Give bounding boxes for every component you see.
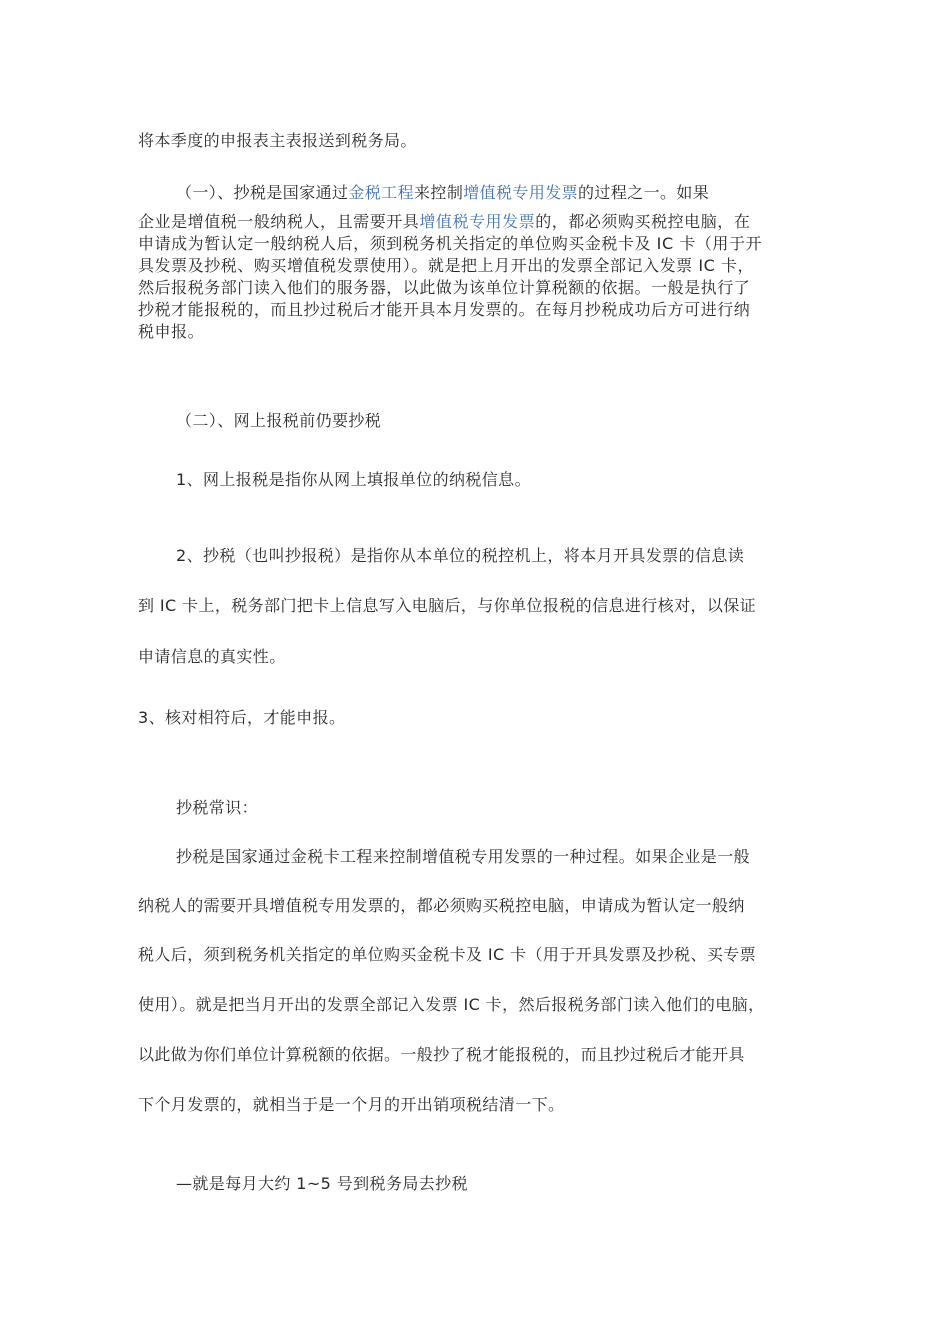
text: 的，都必须购买税控电脑，在 (535, 212, 751, 231)
link-vat-special-invoice-2[interactable]: 增值税专用发票 (419, 212, 536, 231)
common-line-5: 以此做为你们单位计算税额的依据。一般抄了税才能报税的，而且抄过税后才能开具 (138, 1045, 745, 1064)
common-line-4: 使用）。就是把当月开出的发票全部记入发票 IC 卡，然后报税务部门读入他们的电脑， (138, 995, 765, 1014)
text: （一）、抄税是国家通过 (176, 183, 349, 202)
item-2-line-3: 申请信息的真实性。 (138, 647, 286, 666)
link-vat-special-invoice[interactable]: 增值税专用发票 (463, 183, 579, 202)
paragraph-1-line-4: 具发票及抄税、购买增值税发票使用）。就是把上月开出的发票全部记入发票 IC 卡， (138, 256, 755, 275)
item-2-line-2: 到 IC 卡上，税务部门把卡上信息写入电脑后，与你单位报税的信息进行核对，以保证 (138, 596, 757, 615)
common-line-1: 抄税是国家通过金税卡工程来控制增值税专用发票的一种过程。如果企业是一般 (176, 847, 751, 866)
common-line-3: 税人后，须到税务机关指定的单位购买金税卡及 IC 卡（用于开具发票及抄税、买专票 (138, 945, 757, 964)
text: 企业是增值税一般纳税人，且需要开具 (138, 212, 420, 231)
text: 的过程之一。如果 (578, 183, 710, 202)
intro-line: 将本季度的申报表主表报送到税务局。 (138, 131, 417, 150)
item-2-line-1: 2、抄税（也叫抄报税）是指你从本单位的税控机上，将本月开具发票的信息读 (176, 546, 745, 565)
section-2-heading: （二）、网上报税前仍要抄税 (176, 411, 382, 430)
paragraph-1-line-1 (176, 183, 709, 203)
item-3: 3、核对相符后，才能申报。 (138, 708, 346, 727)
paragraph-1-line-3: 申请成为暂认定一般纳税人后，须到税务机关指定的单位购买金税卡及 IC 卡（用于开 (138, 234, 763, 253)
link-golden-tax-project[interactable]: 金税工程 (348, 183, 415, 202)
item-1: 1、网上报税是指你从网上填报单位的纳税信息。 (176, 470, 531, 489)
common-knowledge-heading: 抄税常识： (176, 798, 259, 817)
text: 来控制 (414, 183, 464, 202)
paragraph-1-line-2 (138, 212, 750, 232)
paragraph-1-line-5: 然后报税务部门读入他们的服务器，以此做为该单位计算税额的依据。一般是执行了 (138, 278, 751, 297)
paragraph-1-line-7: 税申报。 (138, 322, 205, 341)
common-line-6: 下个月发票的，就相当于是一个月的开出销项税结清一下。 (138, 1095, 565, 1114)
common-line-2: 纳税人的需要开具增值税专用发票的，都必须购买税控电脑，申请成为暂认定一般纳 (138, 896, 745, 915)
final-line: —就是每月大约 1~5 号到税务局去抄税 (176, 1174, 468, 1193)
paragraph-1-line-6: 抄税才能报税的，而且抄过税后才能开具本月发票的。在每月抄税成功后方可进行纳 (138, 300, 751, 319)
